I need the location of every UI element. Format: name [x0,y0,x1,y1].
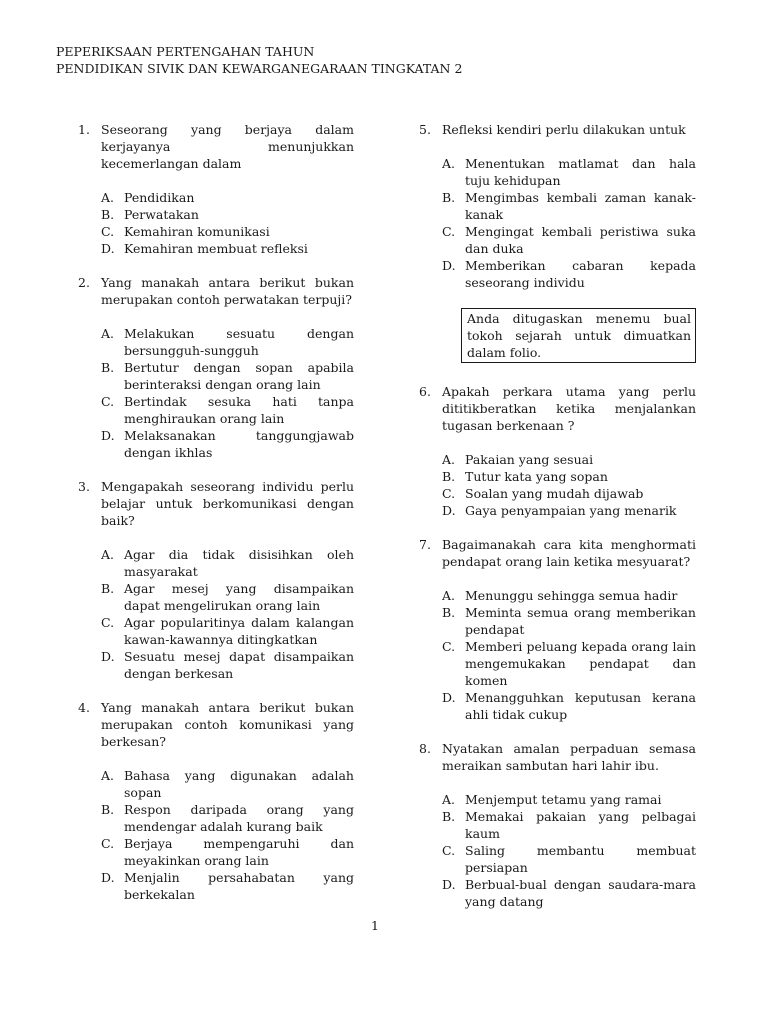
option-text: Perwatakan [124,207,199,222]
question-4 [78,699,354,903]
option-text: Memberi peluang kepada orang lain mengemukakan pendapat dan komen [465,639,696,688]
option-text: Memberikan cabaran kepada seseorang individu [465,258,696,290]
question-text: Yang manakah antara berikut bukan merupakan contoh komunikasi yang berkesan? [101,700,354,749]
exam-title: PEPERIKSAAN PERTENGAHAN TAHUN [56,44,315,59]
question-stem [78,121,354,172]
option-list [419,791,696,910]
page-number: 1 [371,918,379,933]
answer-option [78,393,354,427]
question-stem [419,121,696,138]
option-letter: C. [442,486,456,501]
answer-option [419,451,696,468]
option-text: Melaksanakan tanggungjawab dengan ikhlas [124,428,354,460]
option-letter: B. [101,207,115,222]
option-letter: B. [101,581,115,596]
option-text: Bahasa yang digunakan adalah sopan [124,768,354,800]
question-text: Seseorang yang berjaya dalam kerjayanya menunjukkan kecemerlangan dalam [101,122,354,171]
left-column [78,121,354,920]
option-text: Sesuatu mesej dapat disampaikan dengan berkesan [124,649,354,681]
answer-option [419,791,696,808]
option-list [78,325,354,461]
option-letter: C. [442,843,456,858]
subject-title: PENDIDIKAN SIVIK DAN KEWARGANEGARAAN TINGKATAN 2 [56,61,463,76]
option-text: Menangguhkan keputusan kerana ahli tidak cukup [465,690,696,722]
question-number: 4. [78,700,90,715]
question-2 [78,274,354,461]
answer-option [419,876,696,910]
answer-option [419,485,696,502]
option-letter: C. [442,224,456,239]
option-list [419,587,696,723]
option-text: Kemahiran komunikasi [124,224,270,239]
question-stem [78,478,354,529]
answer-option [419,604,696,638]
answer-option [419,808,696,842]
option-letter: D. [101,649,115,664]
question-stem [78,274,354,308]
option-text: Agar popularitinya dalam kalangan kawan-kawannya ditingkatkan [124,615,354,647]
answer-option [419,689,696,723]
option-letter: D. [101,870,115,885]
option-text: Agar mesej yang disampaikan dapat mengelirukan orang lain [124,581,354,613]
answer-option [78,767,354,801]
option-list [419,451,696,519]
answer-option [78,580,354,614]
option-text: Memakai pakaian yang pelbagai kaum [465,809,696,841]
option-letter: B. [442,605,456,620]
option-letter: B. [442,469,456,484]
option-text: Pakaian yang sesuai [465,452,594,467]
right-column [419,121,696,927]
answer-option [419,189,696,223]
answer-option [78,189,354,206]
option-letter: C. [101,394,115,409]
option-list [78,189,354,257]
option-letter: B. [101,360,115,375]
option-text: Menjemput tetamu yang ramai [465,792,662,807]
option-text: Meminta semua orang memberikan pendapat [465,605,696,637]
question-number: 5. [419,122,431,137]
option-text: Menjalin persahabatan yang berkekalan [124,870,354,902]
answer-option [419,155,696,189]
question-text: Bagaimanakah cara kita menghormati pendapat orang lain ketika mesyuarat? [442,537,696,569]
option-text: Berbual-bual dengan saudara-mara yang datang [465,877,696,909]
option-letter: D. [101,241,115,256]
option-text: Melakukan sesuatu dengan bersungguh-sungguh [124,326,354,358]
question-stem [419,536,696,570]
option-letter: A. [442,452,456,467]
option-text: Respon daripada orang yang mendengar adalah kurang baik [124,802,354,834]
option-letter: A. [101,547,115,562]
question-3 [78,478,354,682]
answer-option [78,240,354,257]
option-letter: D. [442,690,456,705]
question-number: 3. [78,479,90,494]
option-text: Menunggu sehingga semua hadir [465,588,678,603]
answer-option [419,468,696,485]
question-stem [78,699,354,750]
answer-option [78,359,354,393]
answer-option [419,587,696,604]
option-letter: C. [101,615,115,630]
question-text: Apakah perkara utama yang perlu dititikberatkan ketika menjalankan tugasan berkenaan ? [442,384,696,433]
option-letter: A. [442,792,456,807]
option-text: Soalan yang mudah dijawab [465,486,644,501]
question-number: 2. [78,275,90,290]
option-list [78,546,354,682]
question-7 [419,536,696,723]
option-letter: B. [442,190,456,205]
option-letter: D. [442,258,456,273]
question-number: 1. [78,122,90,137]
option-text: Saling membantu membuat persiapan [465,843,696,875]
question-8 [419,740,696,910]
question-stem [419,383,696,434]
option-letter: A. [442,588,456,603]
option-text: Agar dia tidak disisihkan oleh masyarakat [124,547,354,579]
option-letter: D. [101,428,115,443]
stimulus-box: Anda ditugaskan menemu bual tokoh sejarah untuk dimuatkan dalam folio. [461,308,696,363]
question-text: Yang manakah antara berikut bukan merupakan contoh perwatakan terpuji? [101,275,354,307]
option-letter: C. [101,224,115,239]
answer-option [78,648,354,682]
answer-option [419,223,696,257]
answer-option [78,801,354,835]
question-number: 6. [419,384,431,399]
option-text: Menentukan matlamat dan hala tuju kehidupan [465,156,696,188]
option-letter: C. [101,836,115,851]
question-text: Mengapakah seseorang individu perlu belajar untuk berkomunikasi dengan baik? [101,479,354,528]
answer-option [78,869,354,903]
question-6 [419,383,696,519]
option-text: Gaya penyampaian yang menarik [465,503,677,518]
option-text: Pendidikan [124,190,195,205]
question-number: 7. [419,537,431,552]
option-letter: A. [101,768,115,783]
question-stem [419,740,696,774]
document-header [56,43,716,77]
option-text: Mengingat kembali peristiwa suka dan duka [465,224,696,256]
answer-option [78,325,354,359]
option-text: Berjaya mempengaruhi dan meyakinkan orang lain [124,836,354,868]
answer-option [419,842,696,876]
option-letter: B. [442,809,456,824]
option-letter: C. [442,639,456,654]
answer-option [78,614,354,648]
answer-option [419,638,696,689]
option-text: Mengimbas kembali zaman kanak-kanak [465,190,696,222]
question-number: 8. [419,741,431,756]
option-letter: D. [442,503,456,518]
option-text: Bertutur dengan sopan apabila berinteraksi dengan orang lain [124,360,354,392]
option-list [419,155,696,291]
question-text: Nyatakan amalan perpaduan semasa meraikan sambutan hari lahir ibu. [442,741,696,773]
question-1 [78,121,354,257]
question-text: Refleksi kendiri perlu dilakukan untuk [442,122,686,137]
option-letter: A. [101,326,115,341]
option-letter: A. [442,156,456,171]
answer-option [419,502,696,519]
answer-option [419,257,696,291]
option-letter: B. [101,802,115,817]
option-text: Tutur kata yang sopan [465,469,608,484]
option-list [78,767,354,903]
answer-option [78,546,354,580]
option-text: Kemahiran membuat refleksi [124,241,308,256]
option-letter: A. [101,190,115,205]
answer-option [78,427,354,461]
question-5 [419,121,696,291]
answer-option [78,206,354,223]
option-letter: D. [442,877,456,892]
option-text: Bertindak sesuka hati tanpa menghiraukan orang lain [124,394,354,426]
answer-option [78,223,354,240]
answer-option [78,835,354,869]
